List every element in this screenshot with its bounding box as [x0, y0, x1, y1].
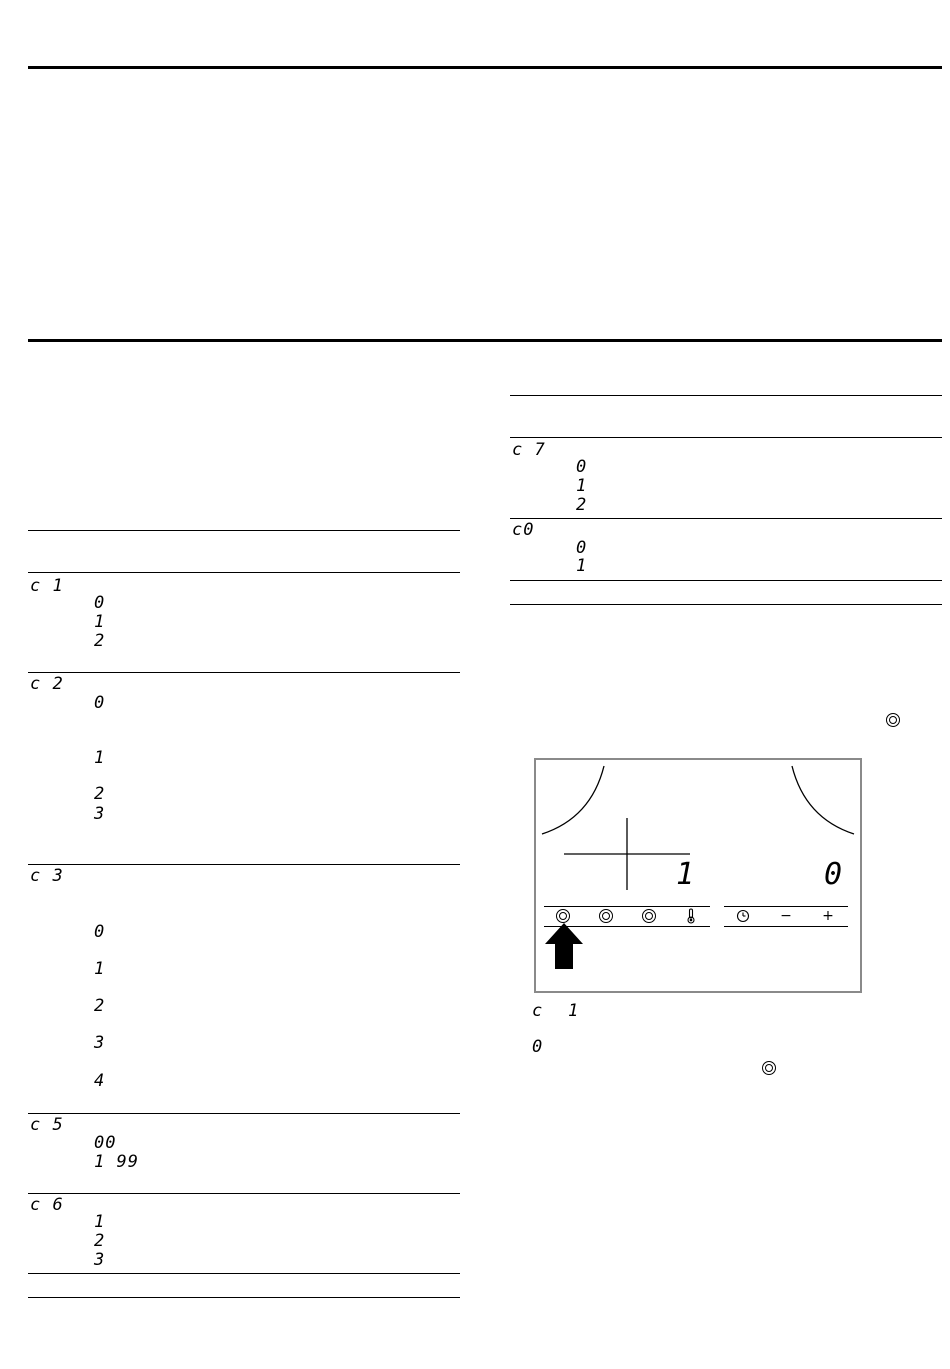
thermometer-icon — [685, 908, 697, 924]
table-header-bottom-rule — [510, 437, 942, 438]
clock-icon — [736, 909, 750, 923]
setting-value: 1 — [576, 556, 588, 576]
row-divider — [510, 518, 942, 519]
zone-ring-icon — [599, 909, 613, 923]
timer-button[interactable] — [724, 906, 762, 926]
setting-value: 4 — [94, 1071, 106, 1091]
caption-value: 1 — [568, 1001, 580, 1021]
key-strip-bottom-right — [724, 926, 848, 927]
timer-display: 0 — [824, 857, 843, 892]
zone-select-button-3[interactable] — [630, 906, 668, 926]
row-divider — [28, 672, 460, 673]
setting-value: 0 — [94, 593, 106, 613]
setting-code: c 1 — [30, 576, 64, 596]
caption-value-default: 0 — [532, 1037, 544, 1057]
table-header-bottom-rule — [28, 572, 460, 573]
row-divider — [28, 1113, 460, 1114]
setting-value: 00 — [94, 1133, 117, 1153]
table-bottom-rule — [510, 604, 942, 605]
setting-code: c 2 — [30, 674, 64, 694]
setting-value: 1 — [94, 612, 106, 632]
setting-code: c 3 — [30, 866, 64, 886]
zone-arc-right — [792, 766, 854, 834]
setting-value: 2 — [94, 784, 106, 804]
setting-value: 2 — [94, 1231, 106, 1251]
setting-value: 1 — [94, 1212, 106, 1232]
row-divider — [28, 1273, 460, 1274]
table-bottom-rule — [28, 1297, 460, 1298]
setting-value: 1 — [576, 476, 588, 496]
section-rule — [28, 339, 942, 342]
setting-value: 3 — [94, 1250, 106, 1270]
zone-arc-left — [542, 766, 604, 834]
power-level-display: 1 — [676, 857, 695, 892]
setting-value: 1 — [94, 748, 106, 768]
zone-select-button-2[interactable] — [587, 906, 625, 926]
arrow-up-icon — [544, 922, 584, 970]
setting-code: c 6 — [30, 1195, 64, 1215]
setting-code: c 7 — [512, 440, 546, 460]
top-rule — [28, 66, 942, 69]
setting-value: 0 — [94, 693, 106, 713]
cooking-zone-ring-icon — [762, 1061, 776, 1075]
setting-value: 3 — [94, 804, 106, 824]
hob-control-panel-illustration — [534, 758, 862, 993]
setting-value: 2 — [94, 996, 106, 1016]
setting-value: 3 — [94, 1033, 106, 1053]
row-divider — [28, 864, 460, 865]
setting-value: 2 — [94, 631, 106, 651]
table-header-top-rule — [28, 530, 460, 531]
plus-button[interactable]: + — [822, 908, 834, 924]
frying-sensor-button[interactable] — [672, 906, 710, 926]
cooking-zone-ring-icon — [886, 713, 900, 727]
hob-outline-svg — [536, 760, 860, 991]
row-divider — [510, 580, 942, 581]
setting-value: 1 99 — [94, 1152, 139, 1172]
setting-value: 2 — [576, 495, 588, 515]
setting-value: 0 — [94, 922, 106, 942]
setting-value: 0 — [576, 538, 588, 558]
table-header-top-rule — [510, 395, 942, 396]
zone-ring-icon — [556, 909, 570, 923]
setting-value: 1 — [94, 959, 106, 979]
setting-code: c 5 — [30, 1115, 64, 1135]
row-divider — [28, 1193, 460, 1194]
caption-code: c — [532, 1001, 544, 1021]
setting-value: 0 — [576, 457, 588, 477]
zone-ring-icon — [642, 909, 656, 923]
setting-code: c0 — [512, 520, 535, 540]
minus-button[interactable]: − — [780, 908, 792, 924]
